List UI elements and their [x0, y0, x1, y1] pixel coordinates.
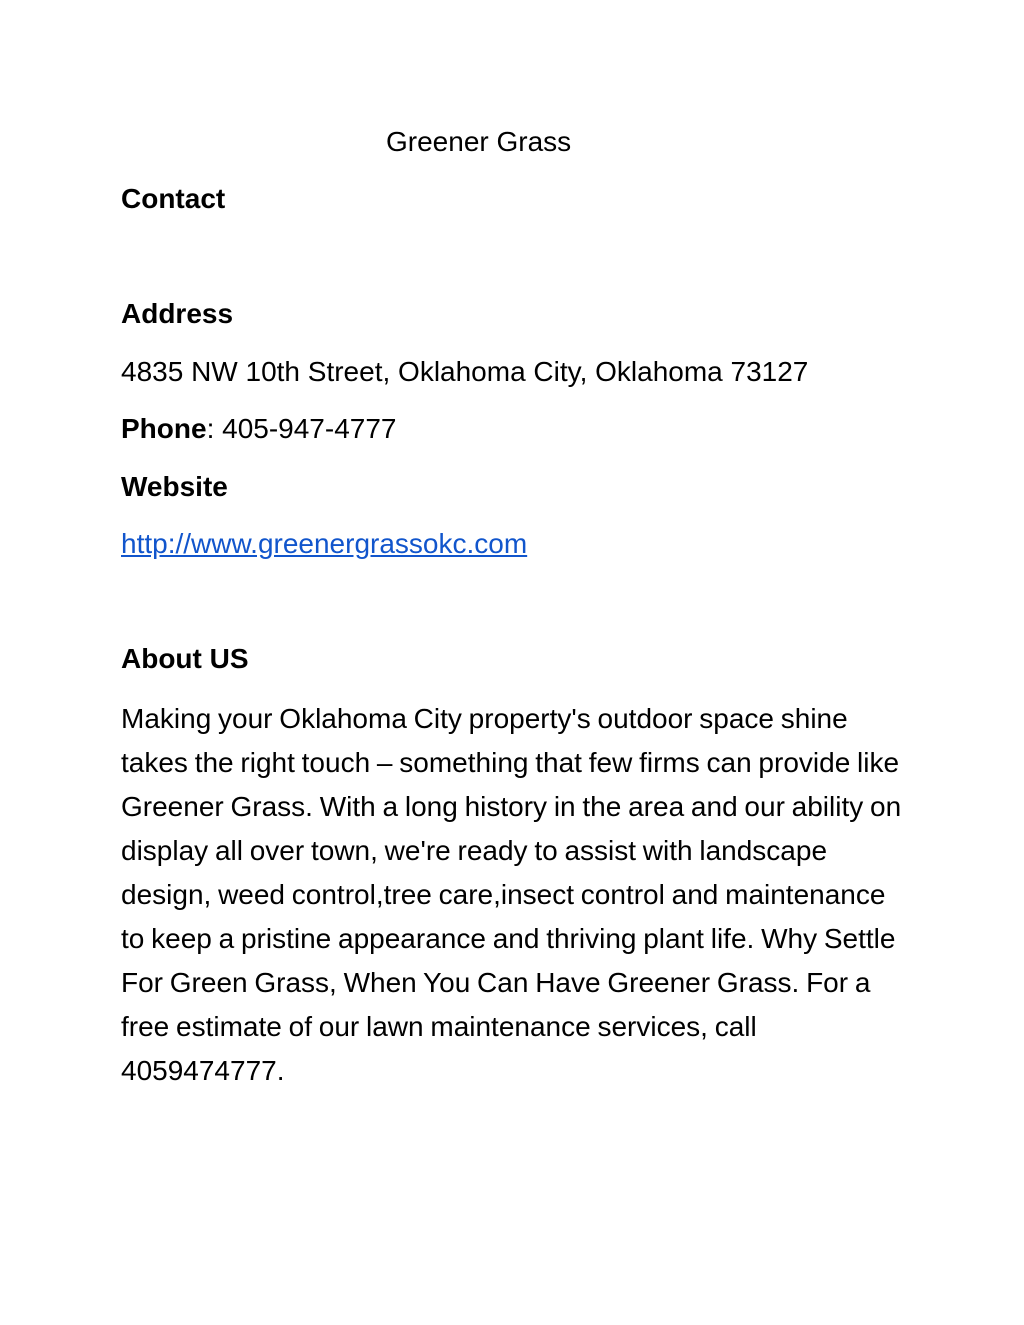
address-value: 4835 NW 10th Street, Oklahoma City, Oklahoma 73127 — [121, 356, 809, 387]
about-heading: About US — [121, 643, 249, 674]
document-title: Greener Grass — [386, 126, 572, 157]
website-line — [121, 526, 527, 562]
website-heading: Website — [121, 471, 228, 502]
address-heading: Address — [121, 298, 234, 329]
phone-separator: : — [206, 413, 215, 444]
phone-label: Phone — [121, 413, 207, 444]
about-paragraph: Making your Oklahoma City property's outdoor space shine takes the right touch – something that few firms can provide like Greener Grass. With a long history in the area and our ability on display all over town, we're ready to assist with landscape design, weed control,tree care,insect control and maintenance to keep a pristine appearance and thriving plant life. Why Settle For Green Grass, When You Can Have Greener Grass. For a free estimate of our lawn maintenance services, call 4059474777. — [121, 703, 902, 1086]
website-link[interactable]: http://www.greenergrassokc.com — [121, 528, 528, 559]
contact-heading: Contact — [121, 183, 226, 214]
phone-value: 405-947-4777 — [222, 413, 397, 444]
phone-line — [121, 411, 397, 447]
